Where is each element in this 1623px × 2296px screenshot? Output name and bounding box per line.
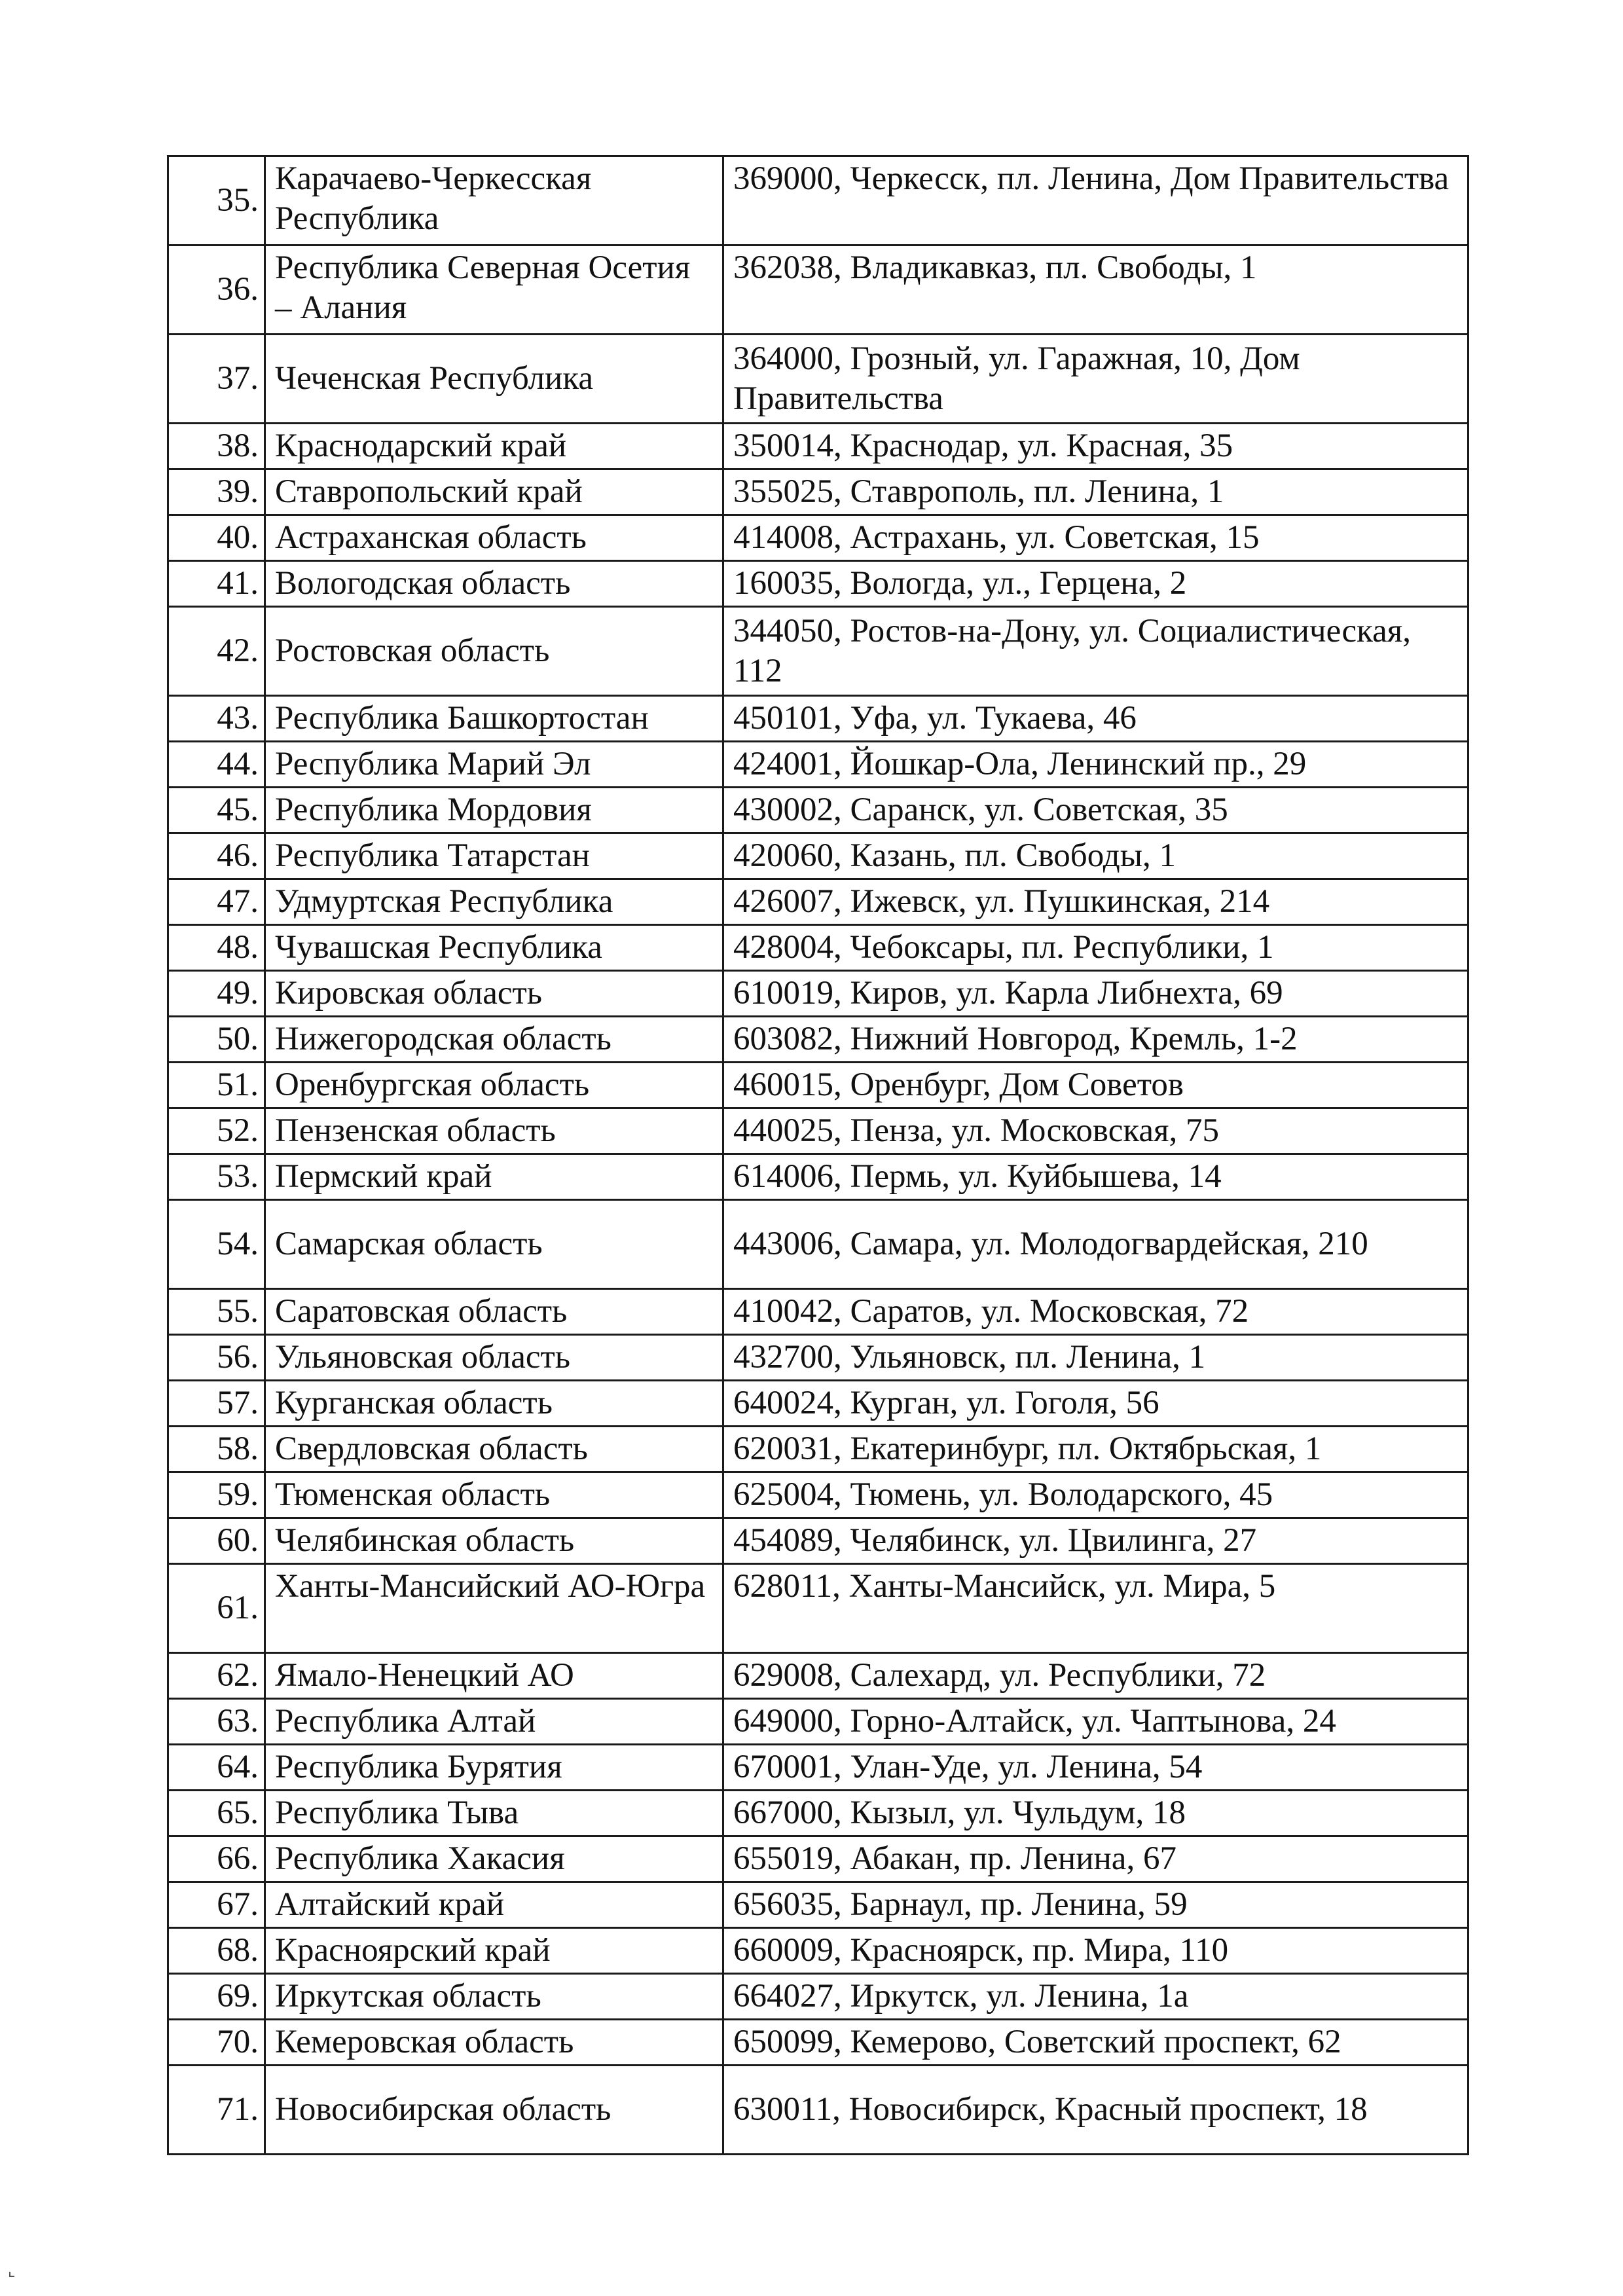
region-name-cell: Чувашская Республика (265, 925, 723, 971)
row-number-cell: 59. (168, 1472, 265, 1518)
address-cell: 603082, Нижний Новгород, Кремль, 1-2 (723, 1017, 1468, 1063)
address-cell: 656035, Барнаул, пр. Ленина, 59 (723, 1882, 1468, 1928)
region-name-cell: Алтайский край (265, 1882, 723, 1928)
address-cell: 344050, Ростов-на-Дону, ул. Социалистическая, 112 (723, 607, 1468, 696)
region-name-cell: Иркутская область (265, 1974, 723, 2020)
row-number-cell: 70. (168, 2020, 265, 2066)
row-number-cell: 42. (168, 607, 265, 696)
row-number-cell: 47. (168, 879, 265, 925)
address-cell: 460015, Оренбург, Дом Советов (723, 1063, 1468, 1108)
table-row (168, 1063, 1468, 1108)
row-number-cell: 44. (168, 742, 265, 788)
row-number-cell: 46. (168, 833, 265, 879)
table-row (168, 1200, 1468, 1289)
row-number-cell: 51. (168, 1063, 265, 1108)
region-name-cell: Тюменская область (265, 1472, 723, 1518)
table-row (168, 1108, 1468, 1154)
region-name-cell: Красноярский край (265, 1928, 723, 1974)
row-number-cell: 37. (168, 335, 265, 424)
region-name-cell: Республика Северная Осетия – Алания (265, 246, 723, 335)
address-cell: 362038, Владикавказ, пл. Свободы, 1 (723, 246, 1468, 335)
region-name-cell: Оренбургская область (265, 1063, 723, 1108)
region-name-cell: Краснодарский край (265, 424, 723, 469)
address-cell: 620031, Екатеринбург, пл. Октябрьская, 1 (723, 1427, 1468, 1472)
table-row (168, 1699, 1468, 1745)
address-cell: 350014, Краснодар, ул. Красная, 35 (723, 424, 1468, 469)
address-cell: 667000, Кызыл, ул. Чульдум, 18 (723, 1791, 1468, 1836)
row-number-cell: 62. (168, 1653, 265, 1699)
table-row (168, 971, 1468, 1017)
table-row (168, 879, 1468, 925)
address-cell: 432700, Ульяновск, пл. Ленина, 1 (723, 1335, 1468, 1381)
address-cell: 660009, Красноярск, пр. Мира, 110 (723, 1928, 1468, 1974)
address-cell: 420060, Казань, пл. Свободы, 1 (723, 833, 1468, 879)
row-number-cell: 68. (168, 1928, 265, 1974)
table-row (168, 2020, 1468, 2066)
region-name-cell: Курганская область (265, 1381, 723, 1427)
row-number-cell: 60. (168, 1518, 265, 1564)
row-number-cell: 71. (168, 2066, 265, 2155)
region-name-cell: Ростовская область (265, 607, 723, 696)
row-number-cell: 69. (168, 1974, 265, 2020)
region-name-cell: Республика Башкортостан (265, 696, 723, 742)
address-cell: 640024, Курган, ул. Гоголя, 56 (723, 1381, 1468, 1427)
region-name-cell: Карачаево-Черкесская Республика (265, 156, 723, 246)
row-number-cell: 65. (168, 1791, 265, 1836)
table-row (168, 788, 1468, 833)
row-number-cell: 52. (168, 1108, 265, 1154)
address-cell: 369000, Черкесск, пл. Ленина, Дом Правительства (723, 156, 1468, 246)
address-cell: 443006, Самара, ул. Молодогвардейская, 210 (723, 1200, 1468, 1289)
row-number-cell: 56. (168, 1335, 265, 1381)
address-cell: 670001, Улан-Уде, ул. Ленина, 54 (723, 1745, 1468, 1791)
table-row (168, 1653, 1468, 1699)
region-name-cell: Кировская область (265, 971, 723, 1017)
address-cell: 610019, Киров, ул. Карла Либнехта, 69 (723, 971, 1468, 1017)
region-name-cell: Республика Мордовия (265, 788, 723, 833)
address-cell: 355025, Ставрополь, пл. Ленина, 1 (723, 469, 1468, 515)
address-cell: 664027, Иркутск, ул. Ленина, 1а (723, 1974, 1468, 2020)
table-row (168, 246, 1468, 335)
region-name-cell: Самарская область (265, 1200, 723, 1289)
row-number-cell: 53. (168, 1154, 265, 1200)
table-row (168, 1928, 1468, 1974)
table-row (168, 1472, 1468, 1518)
table-row (168, 742, 1468, 788)
region-name-cell: Нижегородская область (265, 1017, 723, 1063)
table-row (168, 561, 1468, 607)
address-cell: 430002, Саранск, ул. Советская, 35 (723, 788, 1468, 833)
region-name-cell: Кемеровская область (265, 2020, 723, 2066)
address-cell: 426007, Ижевск, ул. Пушкинская, 214 (723, 879, 1468, 925)
table-row (168, 1381, 1468, 1427)
table-row (168, 1882, 1468, 1928)
region-name-cell: Пензенская область (265, 1108, 723, 1154)
row-number-cell: 43. (168, 696, 265, 742)
table-row (168, 696, 1468, 742)
table-row (168, 1289, 1468, 1335)
row-number-cell: 41. (168, 561, 265, 607)
row-number-cell: 58. (168, 1427, 265, 1472)
row-number-cell: 38. (168, 424, 265, 469)
table-row (168, 469, 1468, 515)
address-cell: 364000, Грозный, ул. Гаражная, 10, Дом Правительства (723, 335, 1468, 424)
region-name-cell: Ямало-Ненецкий АО (265, 1653, 723, 1699)
region-name-cell: Вологодская область (265, 561, 723, 607)
row-number-cell: 50. (168, 1017, 265, 1063)
region-name-cell: Челябинская область (265, 1518, 723, 1564)
address-cell: 440025, Пенза, ул. Московская, 75 (723, 1108, 1468, 1154)
address-cell: 450101, Уфа, ул. Тукаева, 46 (723, 696, 1468, 742)
row-number-cell: 57. (168, 1381, 265, 1427)
address-cell: 650099, Кемерово, Советский проспект, 62 (723, 2020, 1468, 2066)
address-cell: 424001, Йошкар-Ола, Ленинский пр., 29 (723, 742, 1468, 788)
row-number-cell: 35. (168, 156, 265, 246)
row-number-cell: 61. (168, 1564, 265, 1653)
address-cell: 655019, Абакан, пр. Ленина, 67 (723, 1836, 1468, 1882)
row-number-cell: 55. (168, 1289, 265, 1335)
table-row (168, 925, 1468, 971)
row-number-cell: 63. (168, 1699, 265, 1745)
region-name-cell: Ульяновская область (265, 1335, 723, 1381)
region-name-cell: Новосибирская область (265, 2066, 723, 2155)
address-cell: 614006, Пермь, ул. Куйбышева, 14 (723, 1154, 1468, 1200)
table-row (168, 156, 1468, 246)
row-number-cell: 64. (168, 1745, 265, 1791)
region-name-cell: Республика Бурятия (265, 1745, 723, 1791)
row-number-cell: 67. (168, 1882, 265, 1928)
address-cell: 628011, Ханты-Мансийск, ул. Мира, 5 (723, 1564, 1468, 1653)
row-number-cell: 40. (168, 515, 265, 561)
region-name-cell: Республика Татарстан (265, 833, 723, 879)
address-cell: 625004, Тюмень, ул. Володарского, 45 (723, 1472, 1468, 1518)
table-row (168, 1791, 1468, 1836)
regions-address-table (167, 155, 1469, 2155)
row-number-cell: 45. (168, 788, 265, 833)
table-row (168, 2066, 1468, 2155)
address-cell: 410042, Саратов, ул. Московская, 72 (723, 1289, 1468, 1335)
region-name-cell: Республика Марий Эл (265, 742, 723, 788)
row-number-cell: 49. (168, 971, 265, 1017)
table-row (168, 335, 1468, 424)
table-row (168, 1564, 1468, 1653)
scan-artifact (9, 2272, 14, 2277)
region-name-cell: Удмуртская Республика (265, 879, 723, 925)
table-body (168, 156, 1468, 2155)
region-name-cell: Саратовская область (265, 1289, 723, 1335)
region-name-cell: Ставропольский край (265, 469, 723, 515)
address-cell: 649000, Горно-Алтайск, ул. Чаптынова, 24 (723, 1699, 1468, 1745)
region-name-cell: Республика Хакасия (265, 1836, 723, 1882)
table-row (168, 424, 1468, 469)
row-number-cell: 54. (168, 1200, 265, 1289)
region-name-cell: Чеченская Республика (265, 335, 723, 424)
table-row (168, 515, 1468, 561)
region-name-cell: Республика Алтай (265, 1699, 723, 1745)
address-cell: 414008, Астрахань, ул. Советская, 15 (723, 515, 1468, 561)
address-cell: 629008, Салехард, ул. Республики, 72 (723, 1653, 1468, 1699)
row-number-cell: 36. (168, 246, 265, 335)
table-row (168, 1427, 1468, 1472)
region-name-cell: Республика Тыва (265, 1791, 723, 1836)
row-number-cell: 39. (168, 469, 265, 515)
table-row (168, 1154, 1468, 1200)
address-cell: 160035, Вологда, ул., Герцена, 2 (723, 561, 1468, 607)
address-cell: 630011, Новосибирск, Красный проспект, 18 (723, 2066, 1468, 2155)
table-row (168, 607, 1468, 696)
table-row (168, 1974, 1468, 2020)
region-name-cell: Ханты-Мансийский АО-Югра (265, 1564, 723, 1653)
address-cell: 454089, Челябинск, ул. Цвилинга, 27 (723, 1518, 1468, 1564)
region-name-cell: Астраханская область (265, 515, 723, 561)
row-number-cell: 48. (168, 925, 265, 971)
table-row (168, 1017, 1468, 1063)
row-number-cell: 66. (168, 1836, 265, 1882)
table-row (168, 1745, 1468, 1791)
table-row (168, 1836, 1468, 1882)
table-row (168, 1518, 1468, 1564)
region-name-cell: Свердловская область (265, 1427, 723, 1472)
table-row (168, 1335, 1468, 1381)
address-cell: 428004, Чебоксары, пл. Республики, 1 (723, 925, 1468, 971)
table-row (168, 833, 1468, 879)
region-name-cell: Пермский край (265, 1154, 723, 1200)
